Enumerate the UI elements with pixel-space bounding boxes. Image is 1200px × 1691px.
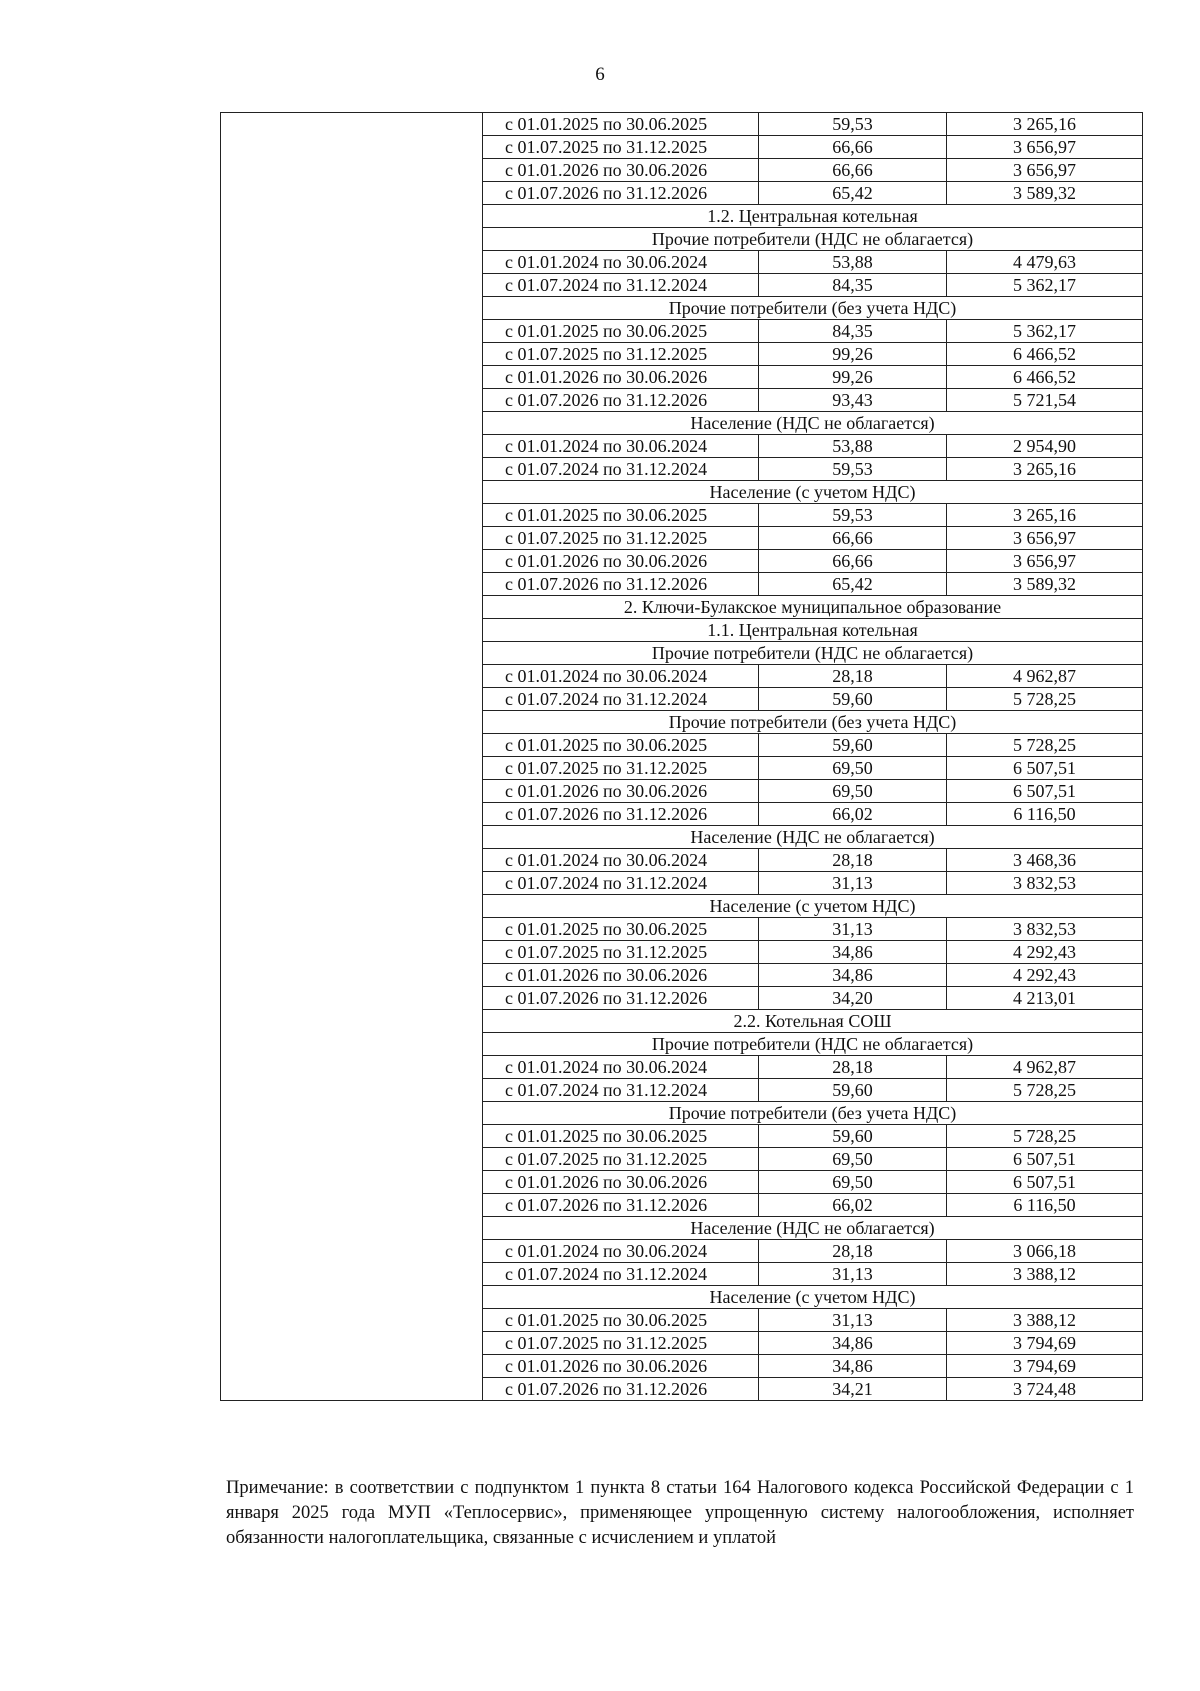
tariff-value-cell: 3 724,48 — [947, 1378, 1143, 1401]
period-cell: с 01.07.2025 по 31.12.2025 — [483, 941, 759, 964]
tariff-value-cell: 3 656,97 — [947, 550, 1143, 573]
period-cell: с 01.01.2024 по 30.06.2024 — [483, 1240, 759, 1263]
rate-value-cell: 59,53 — [759, 458, 947, 481]
tariff-value-cell: 6 507,51 — [947, 1171, 1143, 1194]
rate-value-cell: 69,50 — [759, 1171, 947, 1194]
period-cell: с 01.01.2026 по 30.06.2026 — [483, 1355, 759, 1378]
rate-value-cell: 59,60 — [759, 1125, 947, 1148]
section-header: Прочие потребители (НДС не облагается) — [483, 642, 1143, 665]
rate-value-cell: 66,66 — [759, 550, 947, 573]
period-cell: с 01.01.2026 по 30.06.2026 — [483, 964, 759, 987]
rate-value-cell: 66,02 — [759, 1194, 947, 1217]
rate-value-cell: 28,18 — [759, 1056, 947, 1079]
rate-value-cell: 59,53 — [759, 504, 947, 527]
rate-value-cell: 69,50 — [759, 780, 947, 803]
tariff-value-cell: 4 213,01 — [947, 987, 1143, 1010]
period-cell: с 01.01.2025 по 30.06.2025 — [483, 918, 759, 941]
rate-value-cell: 59,53 — [759, 113, 947, 136]
tariff-value-cell: 3 388,12 — [947, 1263, 1143, 1286]
tariff-value-cell: 3 589,32 — [947, 182, 1143, 205]
section-header: Прочие потребители (без учета НДС) — [483, 1102, 1143, 1125]
tariff-value-cell: 3 656,97 — [947, 136, 1143, 159]
rate-value-cell: 65,42 — [759, 573, 947, 596]
period-cell: с 01.07.2024 по 31.12.2024 — [483, 688, 759, 711]
section-header: Население (НДС не облагается) — [483, 412, 1143, 435]
period-cell: с 01.01.2025 по 30.06.2025 — [483, 113, 759, 136]
rate-value-cell: 34,21 — [759, 1378, 947, 1401]
rate-value-cell: 28,18 — [759, 1240, 947, 1263]
period-cell: с 01.07.2026 по 31.12.2026 — [483, 182, 759, 205]
rate-value-cell: 66,66 — [759, 159, 947, 182]
tariff-table — [220, 112, 1143, 1401]
rate-value-cell: 59,60 — [759, 688, 947, 711]
tariff-value-cell: 3 589,32 — [947, 573, 1143, 596]
period-cell: с 01.07.2025 по 31.12.2025 — [483, 343, 759, 366]
period-cell: с 01.01.2024 по 30.06.2024 — [483, 665, 759, 688]
period-cell: с 01.01.2025 по 30.06.2025 — [483, 320, 759, 343]
period-cell: с 01.07.2026 по 31.12.2026 — [483, 803, 759, 826]
period-cell: с 01.01.2025 по 30.06.2025 — [483, 734, 759, 757]
tariff-value-cell: 3 388,12 — [947, 1309, 1143, 1332]
rate-value-cell: 53,88 — [759, 435, 947, 458]
tariff-value-cell: 2 954,90 — [947, 435, 1143, 458]
empty-first-column — [221, 113, 483, 1401]
rate-value-cell: 59,60 — [759, 1079, 947, 1102]
rate-value-cell: 66,02 — [759, 803, 947, 826]
section-header: 1.2. Центральная котельная — [483, 205, 1143, 228]
tariff-value-cell: 3 265,16 — [947, 458, 1143, 481]
rate-value-cell: 84,35 — [759, 274, 947, 297]
period-cell: с 01.01.2026 по 30.06.2026 — [483, 366, 759, 389]
period-cell: с 01.07.2025 по 31.12.2025 — [483, 1148, 759, 1171]
section-header: Население (НДС не облагается) — [483, 826, 1143, 849]
rate-value-cell: 34,86 — [759, 964, 947, 987]
section-header: Население (с учетом НДС) — [483, 1286, 1143, 1309]
tariff-value-cell: 6 116,50 — [947, 1194, 1143, 1217]
period-cell: с 01.01.2026 по 30.06.2026 — [483, 550, 759, 573]
tariff-value-cell: 5 362,17 — [947, 274, 1143, 297]
tariff-value-cell: 6 466,52 — [947, 366, 1143, 389]
rate-value-cell: 34,86 — [759, 1355, 947, 1378]
rate-value-cell: 84,35 — [759, 320, 947, 343]
section-header: Население (с учетом НДС) — [483, 895, 1143, 918]
period-cell: с 01.01.2026 по 30.06.2026 — [483, 780, 759, 803]
rate-value-cell: 28,18 — [759, 665, 947, 688]
period-cell: с 01.01.2026 по 30.06.2026 — [483, 1171, 759, 1194]
rate-value-cell: 66,66 — [759, 136, 947, 159]
tariff-value-cell: 3 656,97 — [947, 527, 1143, 550]
tariff-value-cell: 4 962,87 — [947, 665, 1143, 688]
rate-value-cell: 34,86 — [759, 1332, 947, 1355]
tariff-value-cell: 6 116,50 — [947, 803, 1143, 826]
period-cell: с 01.01.2024 по 30.06.2024 — [483, 1056, 759, 1079]
rate-value-cell: 69,50 — [759, 757, 947, 780]
period-cell: с 01.01.2025 по 30.06.2025 — [483, 1125, 759, 1148]
tariff-row — [221, 113, 1143, 136]
section-header: 2.2. Котельная СОШ — [483, 1010, 1143, 1033]
tariff-value-cell: 3 656,97 — [947, 159, 1143, 182]
tariff-value-cell: 3 794,69 — [947, 1332, 1143, 1355]
rate-value-cell: 53,88 — [759, 251, 947, 274]
tariff-value-cell: 6 466,52 — [947, 343, 1143, 366]
tariff-value-cell: 5 728,25 — [947, 734, 1143, 757]
tariff-value-cell: 6 507,51 — [947, 780, 1143, 803]
section-header: Прочие потребители (НДС не облагается) — [483, 1033, 1143, 1056]
period-cell: с 01.07.2025 по 31.12.2025 — [483, 757, 759, 780]
period-cell: с 01.01.2025 по 30.06.2025 — [483, 1309, 759, 1332]
tariff-value-cell: 3 468,36 — [947, 849, 1143, 872]
tariff-value-cell: 4 962,87 — [947, 1056, 1143, 1079]
period-cell: с 01.01.2024 по 30.06.2024 — [483, 251, 759, 274]
tariff-value-cell: 3 265,16 — [947, 113, 1143, 136]
rate-value-cell: 59,60 — [759, 734, 947, 757]
tariff-table-body — [221, 113, 1143, 1401]
section-header: Прочие потребители (без учета НДС) — [483, 711, 1143, 734]
page-number: 6 — [595, 64, 605, 85]
tariff-value-cell: 3 832,53 — [947, 918, 1143, 941]
tariff-value-cell: 4 292,43 — [947, 941, 1143, 964]
tariff-value-cell: 5 728,25 — [947, 1125, 1143, 1148]
rate-value-cell: 31,13 — [759, 1263, 947, 1286]
rate-value-cell: 34,86 — [759, 941, 947, 964]
period-cell: с 01.07.2024 по 31.12.2024 — [483, 872, 759, 895]
section-header: Население (НДС не облагается) — [483, 1217, 1143, 1240]
tariff-value-cell: 3 066,18 — [947, 1240, 1143, 1263]
tariff-value-cell: 3 794,69 — [947, 1355, 1143, 1378]
rate-value-cell: 34,20 — [759, 987, 947, 1010]
period-cell: с 01.07.2026 по 31.12.2026 — [483, 389, 759, 412]
period-cell: с 01.07.2025 по 31.12.2025 — [483, 1332, 759, 1355]
rate-value-cell: 99,26 — [759, 366, 947, 389]
rate-value-cell: 31,13 — [759, 1309, 947, 1332]
rate-value-cell: 31,13 — [759, 872, 947, 895]
period-cell: с 01.07.2025 по 31.12.2025 — [483, 136, 759, 159]
period-cell: с 01.01.2025 по 30.06.2025 — [483, 504, 759, 527]
rate-value-cell: 65,42 — [759, 182, 947, 205]
period-cell: с 01.01.2024 по 30.06.2024 — [483, 435, 759, 458]
rate-value-cell: 66,66 — [759, 527, 947, 550]
period-cell: с 01.07.2024 по 31.12.2024 — [483, 1079, 759, 1102]
tariff-value-cell: 3 832,53 — [947, 872, 1143, 895]
section-header: Население (с учетом НДС) — [483, 481, 1143, 504]
period-cell: с 01.07.2024 по 31.12.2024 — [483, 458, 759, 481]
period-cell: с 01.07.2026 по 31.12.2026 — [483, 1378, 759, 1401]
tariff-value-cell: 6 507,51 — [947, 1148, 1143, 1171]
section-header: 2. Ключи-Булакское муниципальное образование — [483, 596, 1143, 619]
rate-value-cell: 28,18 — [759, 849, 947, 872]
tariff-value-cell: 5 728,25 — [947, 688, 1143, 711]
period-cell: с 01.07.2024 по 31.12.2024 — [483, 1263, 759, 1286]
rate-value-cell: 69,50 — [759, 1148, 947, 1171]
section-header: Прочие потребители (НДС не облагается) — [483, 228, 1143, 251]
period-cell: с 01.01.2026 по 30.06.2026 — [483, 159, 759, 182]
section-header: Прочие потребители (без учета НДС) — [483, 297, 1143, 320]
tariff-value-cell: 4 292,43 — [947, 964, 1143, 987]
period-cell: с 01.07.2024 по 31.12.2024 — [483, 274, 759, 297]
rate-value-cell: 31,13 — [759, 918, 947, 941]
tariff-value-cell: 3 265,16 — [947, 504, 1143, 527]
tariff-value-cell: 5 721,54 — [947, 389, 1143, 412]
period-cell: с 01.07.2026 по 31.12.2026 — [483, 987, 759, 1010]
tariff-value-cell: 5 728,25 — [947, 1079, 1143, 1102]
note-paragraph: Примечание: в соответствии с подпунктом 1 пункта 8 статьи 164 Налогового кодекса Российской Федерации с 1 января 2025 года МУП «Теплосервис», применяющее упрощенную систему налогообложения, исполняет обязанности налогоплательщика, связанные с исчислением и уплатой — [226, 1478, 1134, 1548]
rate-value-cell: 99,26 — [759, 343, 947, 366]
tariff-value-cell: 6 507,51 — [947, 757, 1143, 780]
section-header: 1.1. Центральная котельная — [483, 619, 1143, 642]
period-cell: с 01.01.2024 по 30.06.2024 — [483, 849, 759, 872]
period-cell: с 01.07.2026 по 31.12.2026 — [483, 1194, 759, 1217]
tariff-value-cell: 5 362,17 — [947, 320, 1143, 343]
rate-value-cell: 93,43 — [759, 389, 947, 412]
period-cell: с 01.07.2026 по 31.12.2026 — [483, 573, 759, 596]
period-cell: с 01.07.2025 по 31.12.2025 — [483, 527, 759, 550]
tariff-value-cell: 4 479,63 — [947, 251, 1143, 274]
